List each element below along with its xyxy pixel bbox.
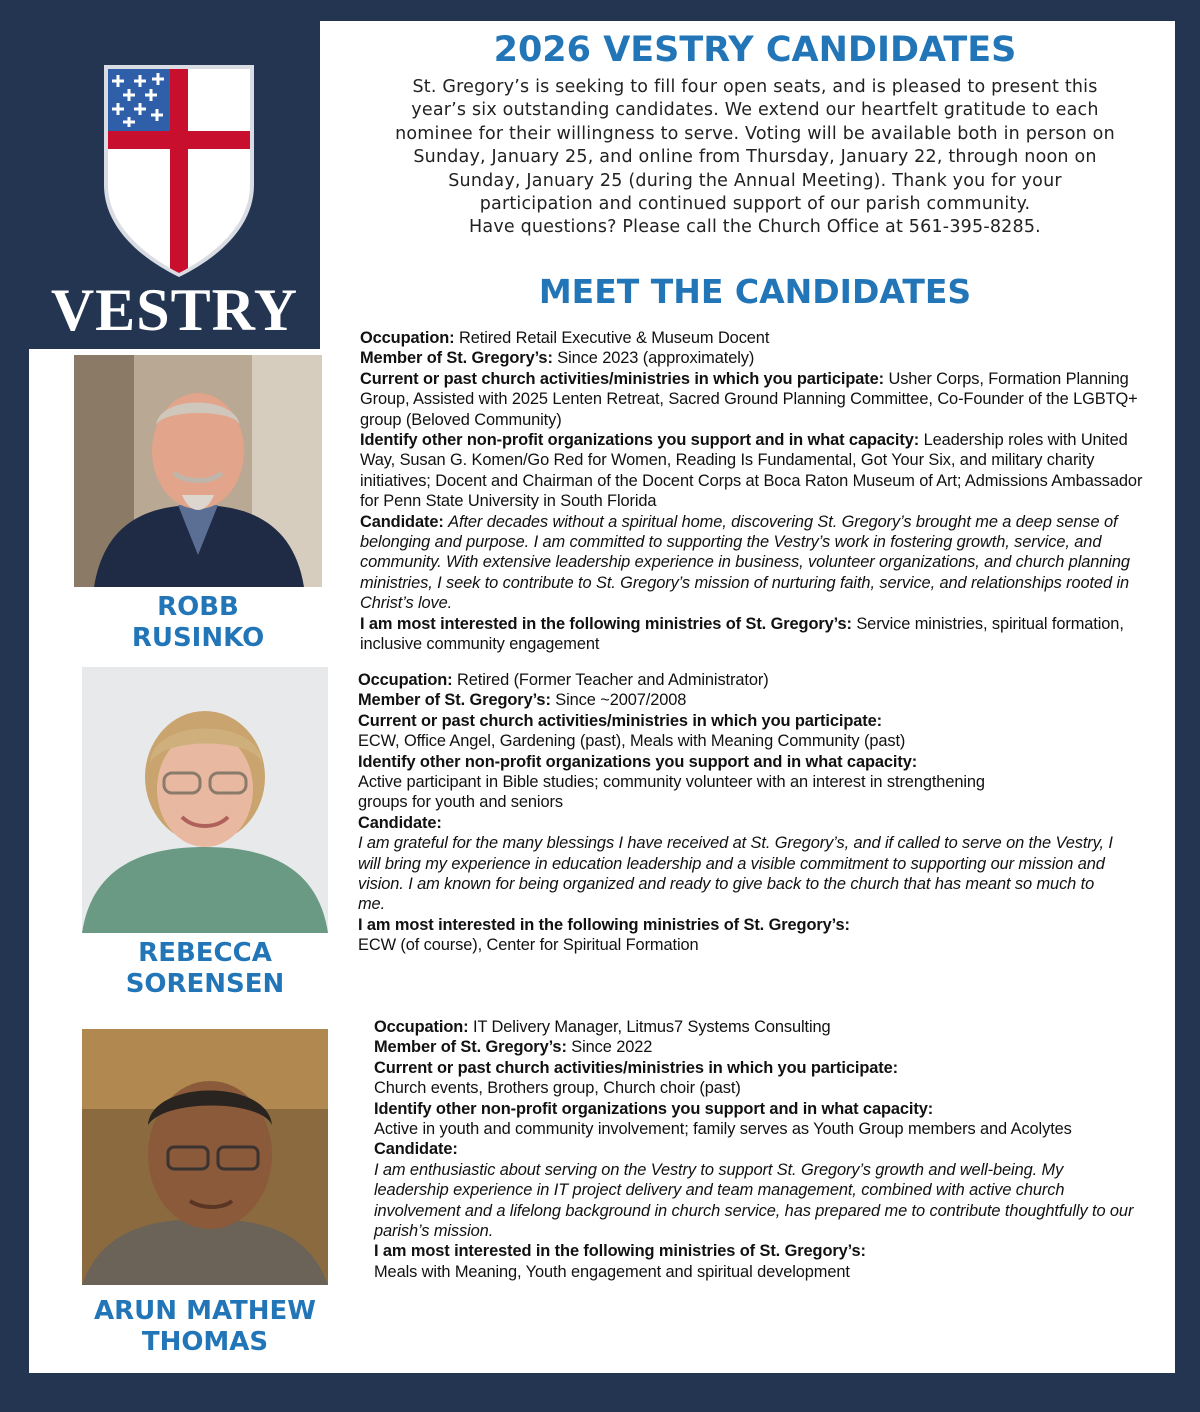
- nonprofits-label: Identify other non-profit organizations you support and in what capacity:: [360, 431, 920, 450]
- candidate-label: Candidate:: [374, 1140, 458, 1159]
- candidate-name-line: ARUN MATHEW: [94, 1296, 316, 1326]
- interests-value: Meals with Meaning, Youth engagement and spiritual development: [374, 1262, 850, 1281]
- nonprofits-value: Leadership roles with United Way, Susan G. Komen/Go Red for Women, Reading Is Fundamental, Got Your Six, and military charity initiatives; Docent and Chairman of the Docent Corps at Boca Raton Museum of Art; Admissions Ambassador for Penn State University in South Florida: [360, 431, 1143, 511]
- candidate-statement: After decades without a spiritual home, discovering St. Gregory’s brought me a deep sense of belonging and purpose. I am committed to supporting the Vestry’s work in fostering growth, service, and community. With extensive leadership experience in business, volunteer organizations, and church planning ministries, I seek to contribute to St. Gregory’s mission of nurturing faith, service, and relationships rooted in Christ’s love.: [360, 512, 1130, 613]
- nonprofits-value: Active participant in Bible studies; community volunteer with an interest in strengthening groups for youth and seniors: [358, 773, 985, 812]
- member-value: Since ~2007/2008: [555, 691, 687, 710]
- candidate-statement: I am grateful for the many blessings I have received at St. Gregory’s, and if called to serve on the Vestry, I will bring my experience in education leadership and a visible commitment to supporting our mission and vision. I am known for being organized and ready to give back to the church that has meant so much to me.: [358, 834, 1113, 914]
- candidate-label: Candidate:: [360, 512, 444, 531]
- candidate-name: [74, 592, 322, 654]
- interests-value: ECW (of course), Center for Spiritual Formation: [358, 936, 699, 955]
- vestry-logo-text: VESTRY: [50, 277, 299, 343]
- activities-label: Current or past church activities/ministries in which you participate:: [374, 1058, 898, 1077]
- candidate-bio: [358, 670, 1148, 956]
- occupation-value: IT Delivery Manager, Litmus7 Systems Consulting: [472, 1018, 831, 1036]
- member-label: Member of St. Gregory’s:: [374, 1038, 567, 1057]
- nonprofits-label: Identify other non-profit organizations you support and in what capacity:: [358, 752, 918, 771]
- member-label: Member of St. Gregory’s:: [358, 691, 551, 710]
- intro-line: nominee for their willingness to serve. Voting will be available both in person on: [395, 123, 1115, 144]
- occupation-value: Retired (Former Teacher and Administrator): [456, 671, 769, 689]
- activities-value: Church events, Brothers group, Church choir (past): [374, 1079, 741, 1098]
- vestry-logo-panel: [29, 21, 320, 349]
- interests-label: I am most interested in the following ministries of St. Gregory’s:: [360, 614, 852, 633]
- nonprofits-label: Identify other non-profit organizations you support and in what capacity:: [374, 1099, 934, 1118]
- intro-line: year’s six outstanding candidates. We extend our heartfelt gratitude to each: [411, 100, 1099, 121]
- section-title: MEET THE CANDIDATES: [538, 272, 972, 311]
- intro-paragraph: [340, 76, 1170, 240]
- candidate-photo: [82, 1029, 328, 1285]
- candidate-name-line: ROBB: [157, 592, 239, 622]
- activities-label: Current or past church activities/ministries in which you participate:: [358, 711, 882, 730]
- candidate-name: [82, 938, 328, 1000]
- candidate-photo: [82, 667, 328, 933]
- member-label: Member of St. Gregory’s:: [360, 349, 553, 368]
- page-title: 2026 VESTRY CANDIDATES: [493, 30, 1017, 70]
- interests-label: I am most interested in the following ministries of St. Gregory’s:: [358, 915, 850, 934]
- candidate-bio: [360, 328, 1160, 655]
- member-value: Since 2023 (approximately): [557, 349, 755, 368]
- interests-value: Service ministries, spiritual formation, inclusive community engagement: [360, 614, 1124, 654]
- intro-line: St. Gregory’s is seeking to fill four open seats, and is pleased to present this: [412, 77, 1098, 97]
- occupation-label: Occupation:: [358, 671, 453, 689]
- nonprofits-value: Active in youth and community involvement; family serves as Youth Group members and Acolytes: [374, 1120, 1072, 1139]
- candidate-statement: I am enthusiastic about serving on the Vestry to support St. Gregory’s growth and well-being. My leadership experience in IT project delivery and team management, combined with active church involvement and a lifelong background in church service, has prepared me to contribute thoughtfully to our parish’s mission.: [374, 1160, 1134, 1241]
- activities-label: Current or past church activities/ministries in which you participate:: [360, 369, 884, 388]
- intro-line: Sunday, January 25, and online from Thursday, January 22, through noon on: [413, 147, 1097, 168]
- intro-line: participation and continued support of our parish community.: [479, 194, 1031, 215]
- member-value: Since 2022: [571, 1038, 653, 1057]
- occupation-label: Occupation:: [360, 329, 455, 347]
- candidate-label: Candidate:: [358, 813, 442, 832]
- candidate-name-line: SORENSEN: [125, 969, 285, 999]
- candidate-name-line: RUSINKO: [131, 623, 265, 653]
- occupation-label: Occupation:: [374, 1018, 469, 1036]
- occupation-value: Retired Retail Executive & Museum Docent: [458, 329, 770, 347]
- candidate-name-line: REBECCA: [138, 938, 272, 968]
- intro-line: Sunday, January 25 (during the Annual Meeting). Thank you for your: [448, 170, 1062, 191]
- candidate-bio: [374, 1017, 1144, 1282]
- candidate-photo: [74, 355, 322, 587]
- candidate-name: [70, 1296, 340, 1358]
- intro-line: Have questions? Please call the Church Office at 561-395-8285.: [469, 217, 1041, 238]
- episcopal-shield-icon: [104, 65, 254, 277]
- candidate-name-line: THOMAS: [141, 1327, 269, 1357]
- activities-value: ECW, Office Angel, Gardening (past), Meals with Meaning Community (past): [358, 732, 906, 751]
- activities-value: Usher Corps, Formation Planning Group, Assisted with 2025 Lenten Retreat, Sacred Ground Planning Committee, Co-Founder of the LGBTQ+ group (Beloved Community): [360, 369, 1138, 429]
- interests-label: I am most interested in the following ministries of St. Gregory’s:: [374, 1242, 866, 1261]
